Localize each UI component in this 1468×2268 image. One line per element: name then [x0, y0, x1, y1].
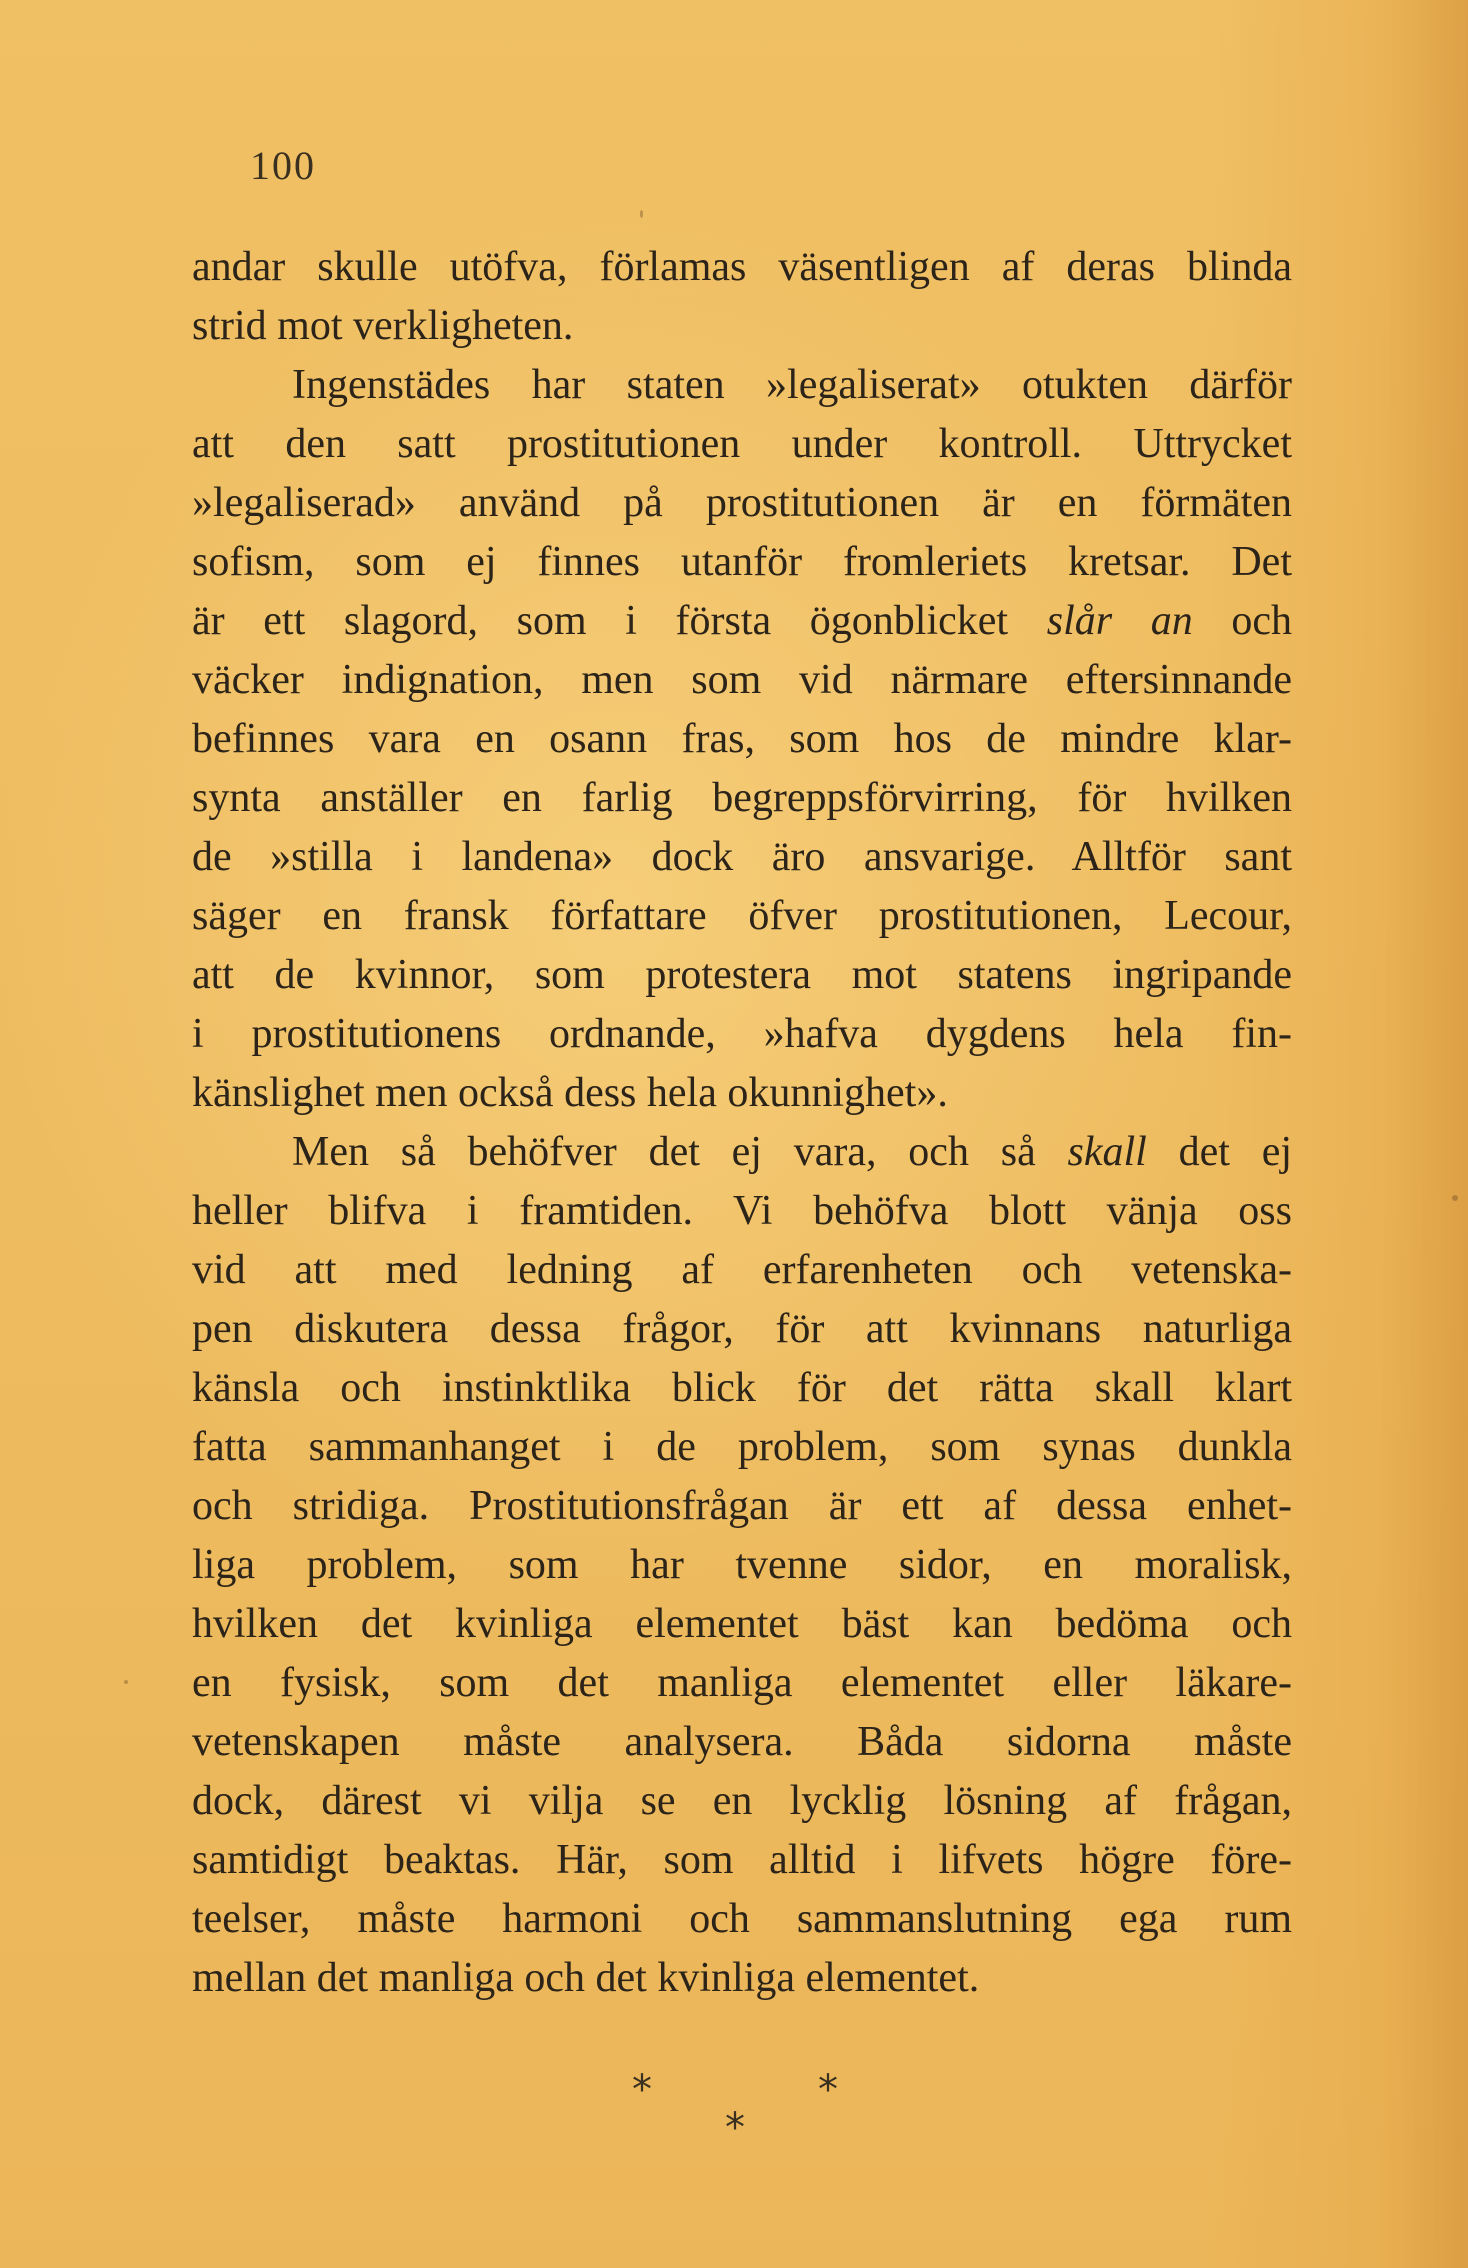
- paper-speck: [640, 210, 643, 218]
- text-line: [192, 297, 1292, 356]
- asterisk-ornament: *: [818, 2067, 838, 2113]
- text-segment: det ej: [1146, 1129, 1293, 1175]
- text-line: [192, 415, 1292, 474]
- text-line: [192, 592, 1292, 651]
- text-line: [192, 474, 1292, 533]
- text-line: [192, 533, 1292, 592]
- text-line: [192, 1654, 1292, 1713]
- text-line: [192, 1005, 1292, 1064]
- text-segment: Men så behöfver det ej vara, och så: [292, 1129, 1068, 1175]
- text-segment: känslighet men också dess hela okunnighet».: [192, 1070, 948, 1116]
- text-line: [192, 238, 1292, 297]
- text-line: [192, 946, 1292, 1005]
- paper-speck: [1452, 1195, 1458, 1201]
- text-line: [192, 1359, 1292, 1418]
- text-segment: dock, därest vi vilja se en lycklig lösning af frågan,: [192, 1778, 1292, 1824]
- text-line: [192, 1713, 1292, 1772]
- text-line: [192, 710, 1292, 769]
- text-line: [192, 1949, 1292, 2008]
- text-segment: befinnes vara en osann fras, som hos de mindre klar-: [192, 716, 1292, 762]
- text-line: [192, 828, 1292, 887]
- text-line: [192, 1536, 1292, 1595]
- page-number: 100: [250, 143, 316, 188]
- text-line: [192, 1064, 1292, 1123]
- text-segment: hvilken det kvinliga elementet bäst kan bedöma och: [192, 1601, 1292, 1647]
- text-segment: och stridiga. Prostitutionsfrågan är ett af dessa enhet-: [192, 1483, 1292, 1529]
- text-line: [192, 1300, 1292, 1359]
- text-line: [192, 356, 1292, 415]
- text-segment: andar skulle utöfva, förlamas väsentligen af deras blinda: [192, 244, 1292, 290]
- text-line: [192, 1772, 1292, 1831]
- asterisk-ornament: *: [725, 2105, 745, 2151]
- text-line: [192, 1241, 1292, 1300]
- text-line: [192, 1123, 1292, 1182]
- text-segment: teelser, måste harmoni och sammanslutning ega rum: [192, 1896, 1292, 1942]
- paper-speck: [124, 1680, 128, 1684]
- text-segment: vetenskapen måste analysera. Båda sidorna måste: [192, 1719, 1292, 1765]
- text-segment: säger en fransk författare öfver prostitutionen, Lecour,: [192, 893, 1292, 939]
- text-segment: de »stilla i landena» dock äro ansvarige. Alltför sant: [192, 834, 1292, 880]
- italic-emphasis: skall: [1067, 1129, 1147, 1175]
- text-segment: synta anställer en farlig begreppsförvirring, för hvilken: [192, 775, 1292, 821]
- text-segment: liga problem, som har tvenne sidor, en moralisk,: [192, 1542, 1292, 1588]
- text-line: [192, 1831, 1292, 1890]
- italic-emphasis: slår an: [1046, 598, 1193, 644]
- text-line: [192, 1182, 1292, 1241]
- text-segment: mellan det manliga och det kvinliga elementet.: [192, 1955, 980, 2001]
- text-segment: väcker indignation, men som vid närmare eftersinnande: [192, 657, 1292, 703]
- text-segment: känsla och instinktlika blick för det rätta skall klart: [192, 1365, 1292, 1411]
- text-segment: fatta sammanhanget i de problem, som synas dunkla: [192, 1424, 1292, 1470]
- body-text: [192, 238, 1292, 2008]
- text-segment: strid mot verkligheten.: [192, 303, 574, 349]
- text-segment: sofism, som ej finnes utanför fromleriets kretsar. Det: [192, 539, 1292, 585]
- text-segment: i prostitutionens ordnande, »hafva dygdens hela fin-: [192, 1011, 1292, 1057]
- text-segment: att den satt prostitutionen under kontroll. Uttrycket: [192, 421, 1292, 467]
- text-line: [192, 887, 1292, 946]
- text-line: [192, 1890, 1292, 1949]
- text-line: [192, 651, 1292, 710]
- text-line: [192, 769, 1292, 828]
- section-break-asterisks: [0, 2060, 1468, 2160]
- text-segment: »legaliserad» använd på prostitutionen är en förmäten: [192, 480, 1292, 526]
- asterisk-ornament: *: [632, 2067, 652, 2113]
- text-segment: Ingenstädes har staten »legaliserat» otukten därför: [292, 362, 1292, 408]
- text-line: [192, 1595, 1292, 1654]
- text-segment: att de kvinnor, som protestera mot statens ingripande: [192, 952, 1292, 998]
- text-line: [192, 1418, 1292, 1477]
- text-segment: heller blifva i framtiden. Vi behöfva blott vänja oss: [192, 1188, 1292, 1234]
- text-segment: är ett slagord, som i första ögonblicket: [192, 598, 1047, 644]
- text-segment: en fysisk, som det manliga elementet eller läkare-: [192, 1660, 1292, 1706]
- text-segment: samtidigt beaktas. Här, som alltid i lifvets högre före-: [192, 1837, 1292, 1883]
- text-segment: vid att med ledning af erfarenheten och vetenska-: [192, 1247, 1292, 1293]
- text-segment: och: [1192, 598, 1292, 644]
- text-segment: pen diskutera dessa frågor, för att kvinnans naturliga: [192, 1306, 1292, 1352]
- text-line: [192, 1477, 1292, 1536]
